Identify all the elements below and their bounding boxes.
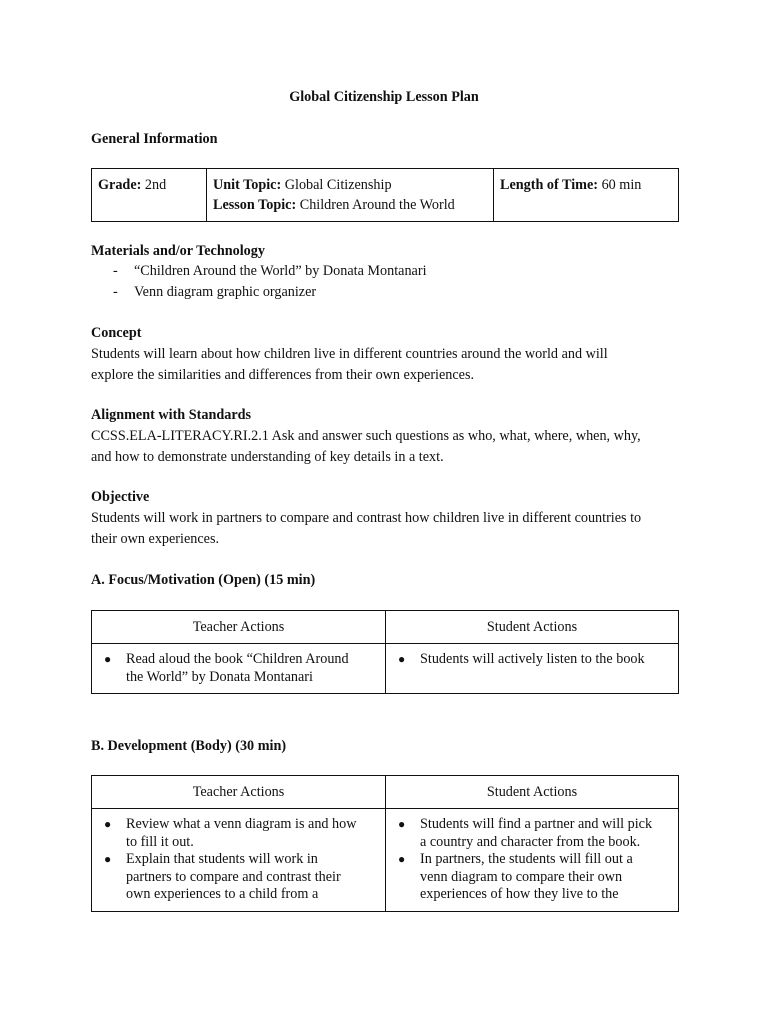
materials-heading: Materials and/or Technology [91, 243, 265, 259]
dash-marker: - [113, 263, 118, 279]
bullet-item [101, 851, 379, 904]
bullet-line: to fill it out. [126, 833, 194, 850]
length-label: Length of Time: [500, 177, 599, 193]
concept-line: Students will learn about how children live in different countries around the world and will [91, 346, 608, 362]
bullet-item [395, 651, 672, 669]
material-item-text: Venn diagram graphic organizer [134, 284, 317, 300]
focus-teacher-cell [92, 644, 386, 694]
standards-heading: Alignment with Standards [91, 407, 252, 423]
objective-heading: Objective [91, 489, 150, 505]
bullet-line: ● Read aloud the book “Children Around [126, 651, 349, 667]
bullet-item [101, 651, 379, 686]
lesson-topic-label: Lesson Topic: [213, 197, 297, 213]
bullet-line: ● Explain that students will work in [126, 851, 318, 867]
general-information-heading: General Information [91, 131, 218, 147]
focus-teacher-list [101, 651, 379, 686]
focus-heading: A. Focus/Motivation (Open) (15 min) [91, 572, 316, 588]
bullet-item [101, 816, 379, 851]
bullet-line: own experiences to a child from a [126, 886, 319, 902]
unit-topic-label: Unit Topic: [213, 177, 282, 193]
student-actions-header: Student Actions [386, 611, 679, 644]
bullet-line: ● Students will find a partner and will pick [420, 816, 653, 832]
material-item [113, 261, 427, 281]
focus-actions-table [91, 610, 679, 694]
focus-student-cell [386, 644, 679, 694]
bullet-line: partners to compare and contrast their [126, 868, 341, 885]
grade-label: Grade: [98, 177, 142, 193]
bullet-item [395, 816, 672, 851]
length-cell [494, 169, 679, 222]
bullet-line: venn diagram to compare their own [420, 868, 623, 885]
bullet-line: ● Students will actively listen to the book [420, 651, 645, 667]
topic-cell [207, 169, 494, 222]
length-value: 60 min [601, 177, 642, 193]
teacher-actions-header: Teacher Actions [92, 776, 386, 809]
lesson-topic-line [213, 195, 488, 215]
development-teacher-list [101, 816, 379, 904]
standards-line: CCSS.ELA-LITERACY.RI.2.1 Ask and answer such questions as who, what, where, when, why, [91, 428, 641, 444]
student-actions-header: Student Actions [386, 776, 679, 809]
unit-topic-line [213, 175, 488, 195]
bullet-line: a country and character from the book. [420, 833, 641, 850]
objective-line: Students will work in partners to compare and contrast how children live in different countries to [91, 510, 642, 526]
concept-heading: Concept [91, 325, 142, 341]
standards-line: and how to demonstrate understanding of key details in a text. [91, 449, 444, 465]
grade-cell [92, 169, 207, 222]
concept-line: explore the similarities and differences from their own experiences. [91, 367, 475, 383]
dash-marker: - [113, 284, 118, 300]
objective-line: their own experiences. [91, 531, 220, 547]
development-teacher-cell [92, 809, 386, 912]
development-student-list [395, 816, 672, 904]
development-heading: B. Development (Body) (30 min) [91, 738, 287, 754]
teacher-actions-header: Teacher Actions [92, 611, 386, 644]
lesson-topic-value: Children Around the World [299, 197, 455, 213]
bullet-line: ● In partners, the students will fill out a [420, 851, 633, 867]
material-item [113, 282, 316, 302]
focus-student-list [395, 651, 672, 669]
bullet-line: ● Review what a venn diagram is and how [126, 816, 357, 832]
unit-topic-value: Global Citizenship [284, 177, 392, 193]
bullet-item [395, 851, 672, 904]
document-title: Global Citizenship Lesson Plan [289, 89, 479, 105]
development-actions-table [91, 775, 679, 912]
material-item-text: “Children Around the World” by Donata Montanari [134, 263, 427, 279]
grade-value: 2nd [144, 177, 167, 193]
bullet-line: experiences of how they live to the [420, 886, 619, 902]
general-info-table [91, 168, 679, 222]
development-student-cell [386, 809, 679, 912]
bullet-line: the World” by Donata Montanari [126, 668, 313, 685]
